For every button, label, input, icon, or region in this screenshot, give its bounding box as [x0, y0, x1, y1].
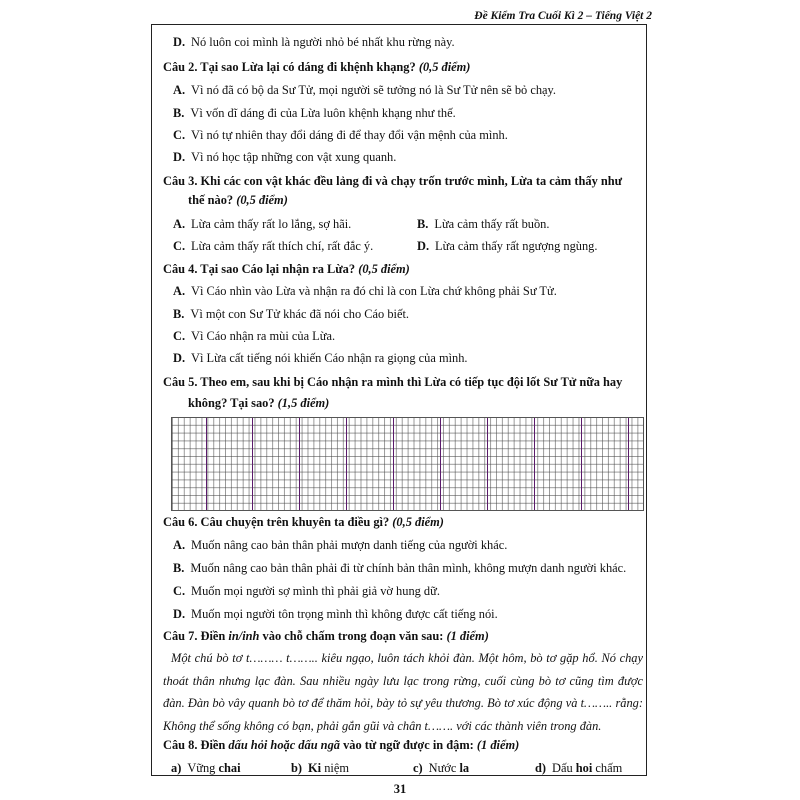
q4-option-a: [173, 283, 557, 299]
question-label-prefix: Câu 8. Điền: [163, 738, 226, 752]
option-text: Muốn nâng cao bản thân phải đi từ chính bản thân mình, không mượn danh người khác.: [190, 561, 627, 575]
option-letter: D.: [173, 607, 186, 621]
grid-margin-line: [581, 418, 582, 510]
question-label: Câu 4. Tại sao Cáo lại nhận ra Lừa?: [163, 262, 356, 276]
option-letter: B.: [417, 217, 429, 231]
q5-heading-line2: [188, 395, 329, 411]
question-label: Câu 6. Câu chuyện trên khuyên ta điều gì?: [163, 515, 390, 529]
grid-margin-line: [534, 418, 535, 510]
q8-answer-d: [535, 760, 622, 776]
grid-margin-line: [440, 418, 441, 510]
option-text: Muốn mọi người tôn trọng mình thì không được cất tiếng nói.: [191, 607, 498, 621]
writing-grid: [171, 417, 644, 511]
option-text: Lừa cảm thấy rất lo lắng, sợ hãi.: [191, 217, 352, 231]
option-text: Vì Lừa cất tiếng nói khiến Cáo nhận ra giọng của mình.: [191, 351, 468, 365]
question-terms: in/inh: [228, 629, 260, 643]
option-text: Vì nó tự nhiên thay đổi dáng đi để thay đổi vận mệnh của mình.: [191, 128, 508, 142]
option-letter: A.: [173, 217, 186, 231]
grid-margin-line: [393, 418, 394, 510]
q2-option-a: [173, 82, 556, 98]
answer-letter: b): [291, 761, 303, 775]
page-header: Đề Kiểm Tra Cuối Kì 2 – Tiếng Việt 2: [474, 10, 652, 22]
q3-option-d: [417, 238, 597, 254]
option-text: Vì một con Sư Tử khác đã nói cho Cáo biết.: [190, 307, 410, 321]
q6-option-a: [173, 537, 507, 553]
q2-option-d: [173, 149, 396, 165]
question-points: (1,5 điểm): [277, 396, 330, 410]
page-number: 31: [393, 782, 407, 796]
question-points: (0,5 điểm): [236, 193, 288, 207]
q6-option-c: [173, 583, 440, 599]
option-text: Lừa cảm thấy rất thích chí, rất đắc ý.: [191, 239, 374, 253]
question-points: (0,5 điểm): [358, 262, 410, 276]
q7-heading: [163, 628, 489, 644]
option-text: Muốn mọi người sợ mình thì phải giả vờ hung dữ.: [191, 584, 440, 598]
q3-heading-line1: Câu 3. Khi các con vật khác đều lảng đi và chạy trốn trước mình, Lừa ta cảm thấy như: [163, 174, 623, 188]
option-text: Vì Cáo nhìn vào Lừa và nhận ra đó chỉ là con Lừa chứ không phải Sư Tử.: [191, 284, 557, 298]
grid-margin-line: [487, 418, 488, 510]
q4-heading: [163, 261, 410, 277]
option-text: Vì nó đã có bộ da Sư Tử, mọi người sẽ tưởng nó là Sư Tử nên sẽ bỏ chạy.: [191, 83, 557, 97]
option-letter: C.: [173, 329, 186, 343]
option-letter: C.: [173, 584, 186, 598]
option-text: Lừa cảm thấy rất ngượng ngùng.: [435, 239, 598, 253]
question-points: (0,5 điểm): [392, 515, 444, 529]
answer-bold-word: la: [459, 761, 470, 775]
option-letter: D.: [173, 35, 186, 49]
option-text: Muốn nâng cao bản thân phải mượn danh tiếng của người khác.: [191, 538, 508, 552]
answer-plain: Vững: [187, 761, 219, 775]
option-letter: A.: [173, 538, 186, 552]
q8-answer-b: [291, 760, 349, 776]
q3-option-a: [173, 216, 351, 232]
option-letter: D.: [417, 239, 430, 253]
answer-letter: a): [171, 761, 182, 775]
answer-plain: Nước: [428, 761, 460, 775]
answer-plain: Dấu: [552, 761, 576, 775]
q4-option-b: [173, 306, 409, 322]
option-letter: B.: [173, 307, 185, 321]
q8-answer-c: [413, 760, 469, 776]
q4-option-c: [173, 328, 335, 344]
option-text: Vì nó học tập những con vật xung quanh.: [191, 150, 397, 164]
q3-option-c: [173, 238, 373, 254]
grid-margin-line: [252, 418, 253, 510]
q6-heading: [163, 514, 444, 530]
question-label: Câu 2. Tại sao Lừa lại có dáng đi khệnh khạng?: [163, 60, 416, 74]
question-label-suffix: vào từ ngữ được in đậm:: [343, 738, 474, 752]
option-letter: B.: [173, 106, 185, 120]
answer-bold-word: Ki: [308, 761, 322, 775]
answer-bold-word: chai: [218, 761, 241, 775]
q5-heading-line1: Câu 5. Theo em, sau khi bị Cáo nhận ra mình thì Lừa có tiếp tục đội lốt Sư Tử nữa hay: [163, 375, 623, 389]
option-letter: D.: [173, 150, 186, 164]
option-letter: C.: [173, 239, 186, 253]
answer-tail: chấm: [592, 761, 623, 775]
q4-option-d: [173, 350, 468, 366]
option-text: Lừa cảm thấy rất buồn.: [434, 217, 550, 231]
grid-margin-line: [346, 418, 347, 510]
q8-answer-a: [171, 760, 241, 776]
question-label-suffix: vào chỗ chấm trong đoạn văn sau:: [262, 629, 444, 643]
question-points: (1 điểm): [476, 738, 520, 752]
answer-letter: d): [535, 761, 547, 775]
answer-bold-word: hoi: [575, 761, 593, 775]
answer-tail: niệm: [321, 761, 349, 775]
question-terms: dấu hỏi hoặc dấu ngã: [228, 738, 340, 752]
q8-answer-row: [163, 760, 643, 778]
question-label: không? Tại sao?: [188, 396, 275, 410]
q6-option-b: [173, 560, 626, 576]
q2-heading: [163, 59, 470, 75]
q8-heading: [163, 737, 519, 753]
grid-margin-line: [628, 418, 629, 510]
option-text: Vì Cáo nhận ra mùi của Lừa.: [191, 329, 336, 343]
question-label-prefix: Câu 7. Điền: [163, 629, 226, 643]
option-letter: B.: [173, 561, 185, 575]
option-letter: D.: [173, 351, 186, 365]
q3-option-b: [417, 216, 549, 232]
option-text: Nó luôn coi mình là người nhỏ bé nhất khu rừng này.: [191, 35, 455, 49]
answer-letter: c): [413, 761, 423, 775]
option-letter: C.: [173, 128, 186, 142]
question-points: (1 điểm): [446, 629, 489, 643]
q3-heading-line2: [188, 192, 288, 208]
option-text: Vì vốn dĩ dáng đi của Lừa luôn khệnh khạng như thế.: [190, 106, 456, 120]
q2-option-c: [173, 127, 508, 143]
q2-option-b: [173, 105, 456, 121]
option-letter: A.: [173, 83, 186, 97]
q1-option-d: [173, 34, 455, 50]
grid-margin-line: [206, 418, 207, 510]
option-letter: A.: [173, 284, 186, 298]
q6-option-d: [173, 606, 498, 622]
question-points: (0,5 điểm): [418, 60, 471, 74]
question-label: thế nào?: [188, 193, 234, 207]
grid-margin-line: [299, 418, 300, 510]
q7-paragraph: Một chú bò tơ t……… t…….. kiêu ngạo, luôn tách khỏi đàn. Một hôm, bò tơ gặp hổ. Nó chạy thoát thân nhưng lạc đàn. Sau nhiều ngày lưu lạc trong rừng, cuối cùng bò tơ cũng tìm được đàn. Đàn bò vây quanh bò tơ để thăm hỏi, bày tỏ sự yêu thương. Bò tơ xúc động và t…….. rằng: Không thể sống không có bạn, phải gắn gũi và chân t……. với các thành viên trong đàn.: [163, 651, 643, 733]
